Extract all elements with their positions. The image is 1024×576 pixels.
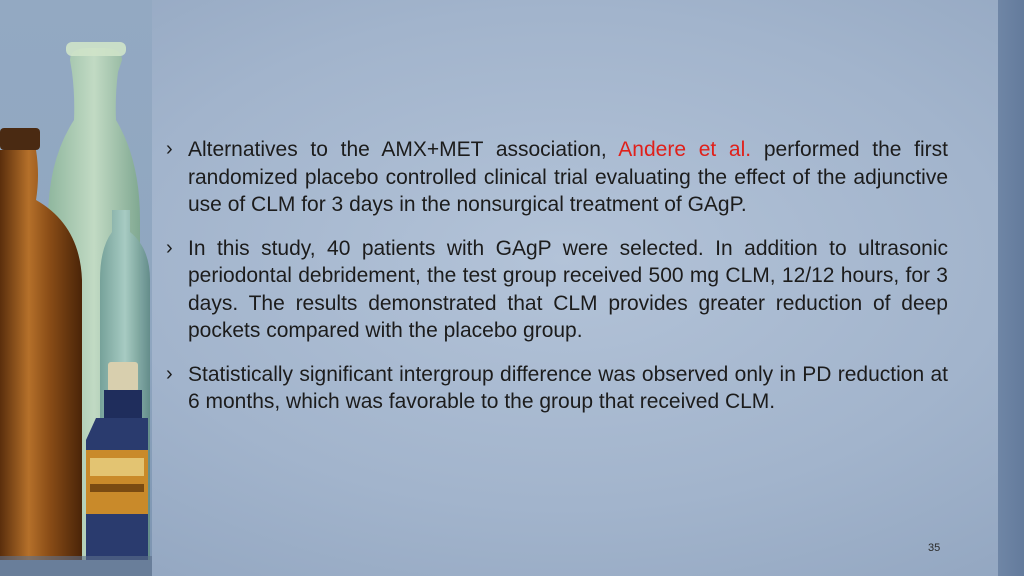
bottles-illustration — [0, 0, 152, 576]
bullet-text-pre: Alternatives to the AMX+MET association, — [188, 138, 619, 161]
page-number: 35 — [928, 542, 941, 554]
chevron-bullet-icon: › — [166, 362, 173, 385]
bullet-item — [160, 136, 948, 219]
bullet-list — [160, 136, 948, 432]
chevron-bullet-icon: › — [166, 138, 173, 160]
chevron-bullet-icon: › — [166, 236, 173, 259]
bullet-item — [160, 235, 948, 345]
bullet-item — [160, 361, 948, 416]
citation-highlight: Andere et al. — [618, 138, 752, 161]
right-edge-strip — [998, 0, 1024, 576]
bullet-text: In this study, 40 patients with GAgP were selected. In addition to ultrasonic periodontal debridement, the test group received 500 mg CLM, 12/12 hours, for 3 days. The results demonstrated that CLM provides greater reduction of deep pockets compared with the placebo group. — [188, 236, 948, 342]
bullet-text-post: performed the first randomized placebo controlled clinical trial evaluating the effect of the adjunctive use of CLM for 3 days in the nonsurgical treatment of GAgP. — [188, 138, 948, 216]
medicine-bottles-photo — [0, 0, 152, 576]
bullet-text: Statistically significant intergroup difference was observed only in PD reduction at 6 months, which was favorable to the group that received CLM. — [188, 362, 948, 413]
